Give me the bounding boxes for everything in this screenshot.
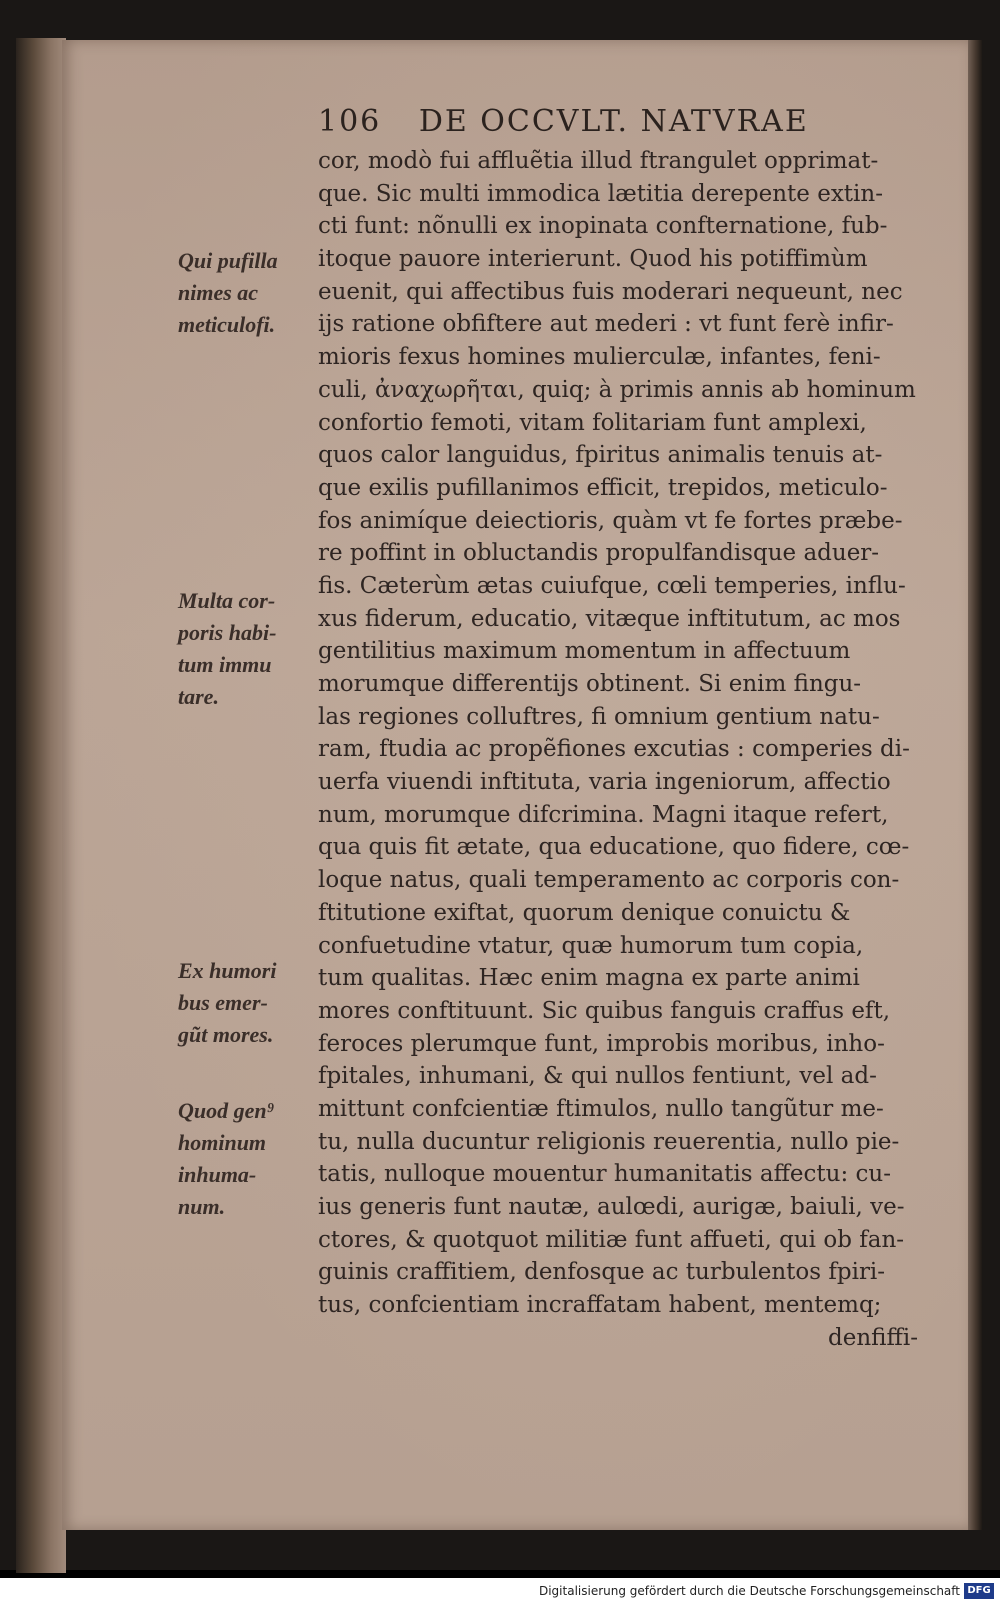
- text-line: mioris fexus homines mulierculæ, infantes, feni-: [318, 344, 881, 371]
- text-line: culi, ἀναχωρῆται, quiq; à primis annis ab hominum: [318, 376, 916, 403]
- text-line: fpitales, inhumani, & qui nullos fentiunt, vel ad-: [318, 1063, 877, 1090]
- running-header: [318, 104, 878, 139]
- margin-note-line: Ex humori: [178, 958, 277, 983]
- margin-note-line: gũt mores.: [178, 1022, 274, 1047]
- text-line: ftitutione exiftat, quorum denique conuictu &: [318, 899, 851, 926]
- text-line: fos animíque deiectioris, quàm vt fe fortes præbe-: [318, 507, 903, 534]
- text-line: tum qualitas. Hæc enim magna ex parte animi: [318, 965, 860, 992]
- margin-note-line: inhuma-: [178, 1162, 257, 1187]
- text-line: tu, nulla ducuntur religionis reuerentia, nullo pie-: [318, 1128, 900, 1155]
- text-line: euenit, qui affectibus fuis moderari nequeunt, nec: [318, 278, 903, 305]
- margin-note: [178, 585, 318, 713]
- text-line: ius generis funt nautæ, aulœdi, aurigæ, baiuli, ve-: [318, 1194, 905, 1220]
- text-line: feroces plerumque funt, improbis moribus, inho-: [318, 1030, 885, 1057]
- margin-note: [178, 955, 318, 1051]
- margin-note-line: tum immu: [178, 652, 272, 677]
- text-line: las regiones colluftres, fi omnium gentium natu-: [318, 703, 880, 730]
- text-line: mores conftituunt. Sic quibus fanguis craffus eft,: [318, 997, 891, 1024]
- running-title: DE OCCVLT. NATVRAE: [418, 104, 809, 139]
- margin-note-line: num.: [178, 1194, 226, 1219]
- text-line: ram, ftudia ac propẽfiones excutias : comperies di-: [318, 736, 910, 763]
- text-line: itoque pauore interierunt. Quod his potiffimùm: [318, 246, 868, 273]
- text-line: confuetudine vtatur, quæ humorum tum copia,: [318, 932, 864, 959]
- text-line: uerfa viuendi inftituta, varia ingeniorum, affectio: [318, 769, 891, 796]
- footer-bar: [0, 1578, 1000, 1607]
- text-line: loque natus, quali temperamento ac corporis con-: [318, 867, 900, 894]
- text-line: tus, confcientiam incraffatam habent, mentemq;: [318, 1292, 882, 1319]
- text-line: qua quis fit ætate, qua educatione, quo fidere, cœ-: [318, 834, 910, 861]
- margin-note-line: poris habi-: [178, 620, 277, 645]
- text-line: morumque differentijs obtinent. Si enim fingu-: [318, 671, 862, 697]
- text-line: num, morumque difcrimina. Magni itaque refert,: [318, 801, 889, 828]
- margin-note-line: bus emer-: [178, 990, 268, 1015]
- margin-note-line: meticulofi.: [178, 312, 276, 337]
- page-number: 106: [318, 104, 382, 139]
- text-line: confortio femoti, vitam folitariam funt amplexi,: [318, 409, 867, 436]
- text-line: re poffint in obluctandis propulfandisque aduer-: [318, 540, 880, 567]
- margin-note: [178, 1095, 318, 1223]
- text-line: que. Sic multi immodica lætitia derepente extin-: [318, 180, 883, 207]
- text-line: xus fiderum, educatio, vitæque inftitutum, ac mos: [318, 605, 901, 632]
- margin-note-line: nimes ac: [178, 280, 259, 305]
- text-line: ctores, & quotquot militiæ funt affueti, qui ob fan-: [318, 1226, 905, 1253]
- margin-note-line: tare.: [178, 684, 219, 709]
- text-line: cor, modò fui affluẽtia illud ftrangulet opprimat-: [318, 148, 879, 174]
- text-line: mittunt confcientiæ ftimulos, nullo tangũtur me-: [318, 1095, 884, 1122]
- main-text-block: [318, 145, 938, 1354]
- margin-note-line: hominum: [178, 1130, 267, 1155]
- margin-note-line: Qui pufilla: [178, 248, 278, 273]
- dfg-logo: DFG: [964, 1583, 994, 1599]
- margin-note-line: Multa cor-: [178, 588, 276, 613]
- text-line: ijs ratione obfiftere aut mederi : vt funt ferè infir-: [318, 311, 894, 338]
- book-spine-edge: [16, 38, 66, 1573]
- text-line: fis. Cæterùm ætas cuiufque, cœli temperies, influ-: [318, 572, 906, 599]
- catchword: denfiffi-: [828, 1324, 918, 1351]
- text-line: guinis craffitiem, denfosque ac turbulentos fpiri-: [318, 1259, 886, 1286]
- text-line: tatis, nulloque mouentur humanitatis affectu: cu-: [318, 1161, 891, 1188]
- text-line: cti funt: nõnulli ex inopinata confternatione, fub-: [318, 213, 888, 240]
- text-line: que exilis pufillanimos efficit, trepidos, meticulo-: [318, 474, 888, 501]
- digitization-credit: Digitalisierung gefördert durch die Deutsche Forschungsgemeinschaft: [538, 1584, 960, 1598]
- text-line: quos calor languidus, fpiritus animalis tenuis at-: [318, 442, 883, 469]
- margin-note-line: Quod gen⁹: [178, 1098, 275, 1123]
- margin-note: [178, 245, 318, 341]
- text-line: gentilitius maximum momentum in affectuum: [318, 638, 851, 665]
